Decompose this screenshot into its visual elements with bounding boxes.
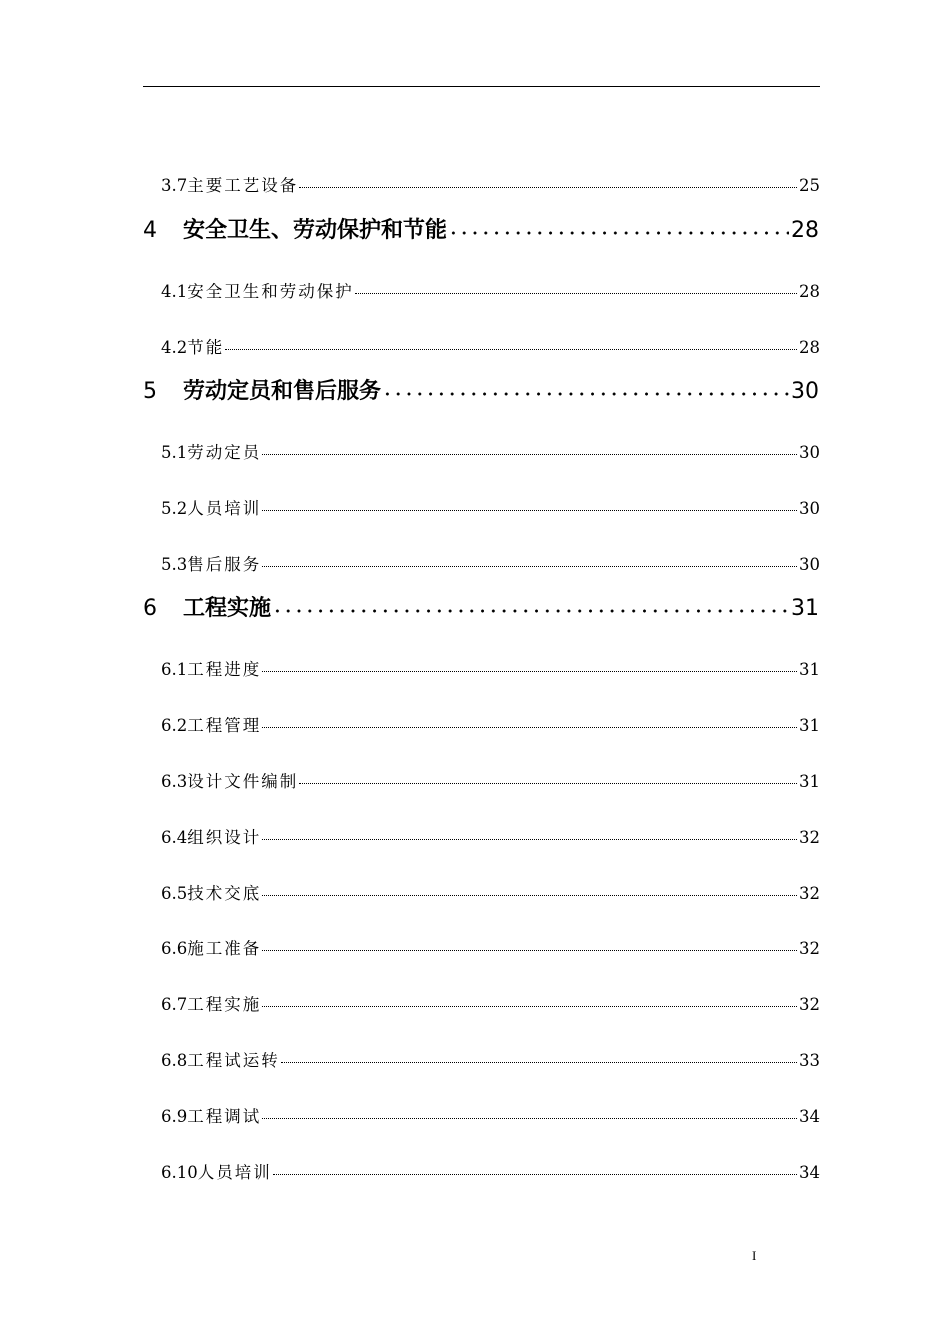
toc-entry-page: 34 — [799, 1163, 820, 1182]
toc-entry-5-1[interactable] — [161, 441, 820, 465]
toc-dot-leader — [299, 782, 797, 784]
toc-entry-label: 安全卫生和劳动保护 — [187, 282, 354, 301]
toc-entry-number: 5.2 — [161, 499, 188, 518]
toc-entry-page: 31 — [799, 716, 820, 735]
toc-dot-leader — [262, 838, 797, 840]
toc-chapter-number: 6 — [143, 596, 157, 621]
toc-entry-4-1[interactable] — [161, 280, 820, 304]
toc-entry-number: 5.1 — [161, 443, 188, 462]
toc-dot-leader — [262, 726, 797, 728]
toc-entry-label: 节能 — [187, 338, 225, 357]
toc-entry-page: 32 — [799, 995, 820, 1014]
toc-entry-6-5[interactable] — [161, 882, 820, 906]
toc-entry-number: 6.5 — [161, 884, 188, 903]
toc-entry-6-1[interactable] — [161, 658, 820, 682]
toc-entry-page: 28 — [799, 338, 820, 357]
toc-entry-number: 6.8 — [161, 1051, 188, 1070]
toc-chapter-label: 工程实施 — [183, 596, 272, 621]
toc-entry-3-7[interactable] — [161, 174, 820, 198]
toc-entry-6-6[interactable] — [161, 937, 820, 961]
toc-chapter-page: 30 — [791, 379, 819, 404]
toc-entry-6-7[interactable] — [161, 993, 820, 1017]
toc-dot-leader — [382, 392, 789, 396]
toc-entry-number: 6.9 — [161, 1107, 188, 1126]
toc-dot-leader — [262, 894, 797, 896]
toc-entry-label: 技术交底 — [187, 884, 262, 903]
toc-entry-page: 30 — [799, 499, 820, 518]
toc-entry-number: 6.4 — [161, 828, 188, 847]
toc-entry-number: 6.10 — [161, 1163, 198, 1182]
toc-entry-label: 人员培训 — [187, 499, 262, 518]
toc-entry-number: 6.6 — [161, 939, 188, 958]
toc-entry-number: 3.7 — [161, 176, 188, 195]
footer-page-number: I — [752, 1248, 757, 1263]
toc-dot-leader — [262, 453, 797, 455]
toc-entry-6-4[interactable] — [161, 826, 820, 850]
toc-entry-page: 25 — [799, 176, 820, 195]
toc-entry-number: 4.2 — [161, 338, 188, 357]
toc-entry-label: 组织设计 — [187, 828, 262, 847]
toc-entry-5-2[interactable] — [161, 497, 820, 521]
toc-chapter-label: 劳动定员和售后服务 — [183, 379, 382, 404]
toc-entry-4-2[interactable] — [161, 336, 820, 360]
toc-dot-leader — [262, 565, 797, 567]
toc-dot-leader — [262, 670, 797, 672]
toc-entry-label: 工程管理 — [187, 716, 262, 735]
toc-entry-page: 34 — [799, 1107, 820, 1126]
toc-entry-number: 6.2 — [161, 716, 188, 735]
toc-entry-label: 工程实施 — [187, 995, 262, 1014]
toc-dot-leader — [262, 509, 797, 511]
toc-entry-page: 31 — [799, 660, 820, 679]
toc-dot-leader — [281, 1061, 797, 1063]
toc-dot-leader — [272, 609, 789, 613]
toc-entry-6[interactable] — [143, 593, 819, 625]
toc-entry-number: 4.1 — [161, 282, 188, 301]
toc-entry-6-8[interactable] — [161, 1049, 820, 1073]
toc-dot-leader — [299, 186, 797, 188]
toc-dot-leader — [355, 292, 797, 294]
toc-entry-label: 劳动定员 — [187, 443, 262, 462]
toc-dot-leader — [273, 1173, 797, 1175]
toc-dot-leader — [262, 1005, 797, 1007]
toc-entry-page: 30 — [799, 443, 820, 462]
toc-entry-label: 工程进度 — [187, 660, 262, 679]
toc-chapter-page: 31 — [791, 596, 819, 621]
toc-entry-number: 6.1 — [161, 660, 188, 679]
toc-entry-5[interactable] — [143, 376, 819, 408]
toc-entry-page: 32 — [799, 884, 820, 903]
toc-entry-number: 6.3 — [161, 772, 188, 791]
toc-chapter-label: 安全卫生、劳动保护和节能 — [183, 218, 448, 243]
toc-entry-number: 5.3 — [161, 555, 188, 574]
toc-entry-4[interactable] — [143, 215, 819, 247]
toc-entry-label: 工程调试 — [187, 1107, 262, 1126]
toc-dot-leader — [262, 949, 797, 951]
toc-entry-page: 32 — [799, 828, 820, 847]
toc-entry-page: 30 — [799, 555, 820, 574]
toc-entry-6-9[interactable] — [161, 1105, 820, 1129]
toc-dot-leader — [448, 231, 789, 235]
toc-entry-6-10[interactable] — [161, 1161, 820, 1185]
toc-entry-label: 施工准备 — [187, 939, 262, 958]
toc-entry-6-3[interactable] — [161, 770, 820, 794]
toc-entry-page: 32 — [799, 939, 820, 958]
toc-entry-label: 主要工艺设备 — [187, 176, 299, 195]
toc-entry-6-2[interactable] — [161, 714, 820, 738]
toc-entry-page: 33 — [799, 1051, 820, 1070]
toc-chapter-page: 28 — [791, 218, 819, 243]
toc-entry-label: 工程试运转 — [187, 1051, 280, 1070]
toc-entry-label: 售后服务 — [187, 555, 262, 574]
toc-entry-page: 28 — [799, 282, 820, 301]
toc-entry-number: 6.7 — [161, 995, 188, 1014]
toc-entry-page: 31 — [799, 772, 820, 791]
toc-dot-leader — [225, 348, 797, 350]
toc-entry-5-3[interactable] — [161, 553, 820, 577]
toc-dot-leader — [262, 1117, 797, 1119]
toc-entry-label: 设计文件编制 — [187, 772, 299, 791]
toc-chapter-number: 4 — [143, 218, 157, 243]
toc-entry-label: 人员培训 — [197, 1163, 272, 1182]
toc-chapter-number: 5 — [143, 379, 157, 404]
